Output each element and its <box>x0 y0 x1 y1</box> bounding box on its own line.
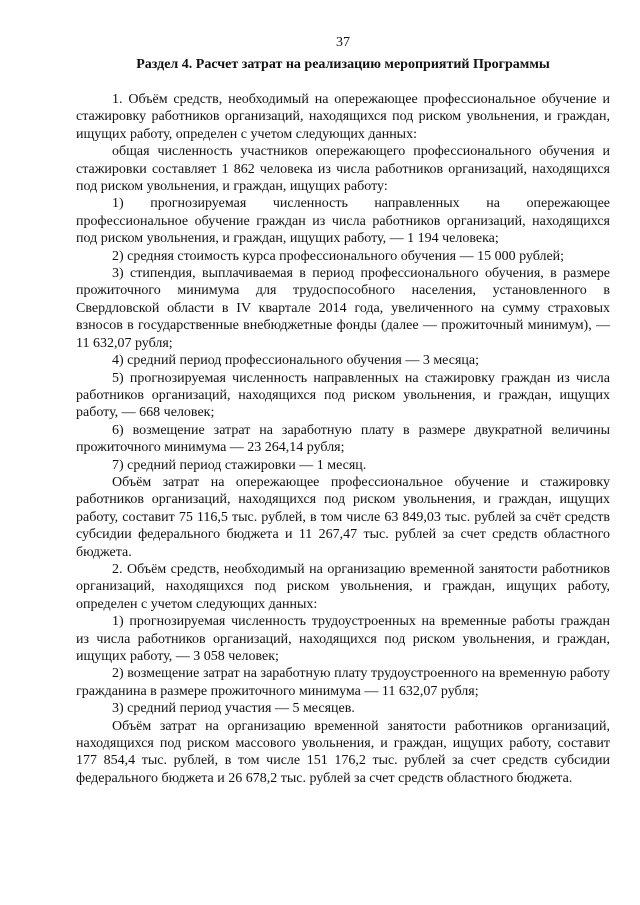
paragraph: общая численность участников опережающего профессионального обучения и стажировки составляет 1 862 человека из числа работников организаций, находящихся под риском увольнения, и граждан, ищущих работу: <box>76 144 610 195</box>
paragraph: 6) возмещение затрат на заработную плату в размере двукратной величины прожиточного минимума — 23 264,14 рубля; <box>76 422 610 456</box>
paragraph: 2. Объём средств, необходимый на организацию временной занятости работников организаций, находящихся под риском увольнения, и граждан, ищущих работу, определен с учетом следующих данных: <box>76 561 610 612</box>
paragraph: 1) прогнозируемая численность направленных на опережающее профессиональное обучение граждан из числа работников организаций, находящихся под риском увольнения, и граждан, ищущих работу, — 1 194 человека; <box>76 196 610 247</box>
paragraph: 7) средний период стажировки — 1 месяц. <box>112 457 367 473</box>
paragraph: 2) средняя стоимость курса профессионального обучения — 15 000 рублей; <box>112 248 565 264</box>
section-title: Раздел 4. Расчет затрат на реализацию мероприятий Программы <box>136 57 550 72</box>
page-number: 37 <box>336 35 350 50</box>
paragraph: 2) возмещение затрат на заработную плату трудоустроенного на временную работу гражданина в размере прожиточного минимума — 11 632,07 рубля; <box>76 666 610 699</box>
paragraph: 5) прогнозируемая численность направленных на стажировку граждан из числа работников организаций, находящихся под риском увольнения, и граждан, ищущих работу, — 668 человек; <box>76 370 610 421</box>
paragraph: 1. Объём средств, необходимый на опережающее профессиональное обучение и стажировку работников организаций, находящихся под риском увольнения, и граждан, ищущих работу, определен с учетом следующих данных: <box>76 92 610 142</box>
document-body <box>76 91 610 787</box>
paragraph: 3) стипендия, выплачиваемая в период профессионального обучения, в размере прожиточного минимума для трудоспособного населения, установленного в Свердловской области в IV квартале 2014 года, увеличенного на сумму страховых взносов в государственные внебюджетные фонды (далее — прожиточный минимум), — 11 632,07 рубля; <box>76 266 610 351</box>
paragraph: Объём затрат на опережающее профессиональное обучение и стажировку работников организаций, находящихся под риском увольнения, и граждан, ищущих работу, составит 75 116,5 тыс. рублей, в том числе 63 849,03 тыс. рублей за счёт средств субсидии федерального бюджета и 11 267,47 тыс. рублей за счет средств областного бюджета. <box>76 474 610 560</box>
paragraph: Объём затрат на организацию временной занятости работников организаций, находящихся под риском массового увольнения, и граждан, ищущих работу, составит 177 854,4 тыс. рублей, в том числе 151 176,2 тыс. рублей за счет средств субсидии федерального бюджета и 26 678,2 тыс. рублей за счет средств областного бюджета. <box>76 718 610 786</box>
paragraph: 1) прогнозируемая численность трудоустроенных на временные работы граждан из числа работников организаций, находящихся под риском увольнения, и граждан, ищущих работу, — 3 058 человек; <box>76 614 610 664</box>
paragraph: 4) средний период профессионального обучения — 3 месяца; <box>112 353 479 369</box>
paragraph: 3) средний период участия — 5 месяцев. <box>112 701 355 717</box>
